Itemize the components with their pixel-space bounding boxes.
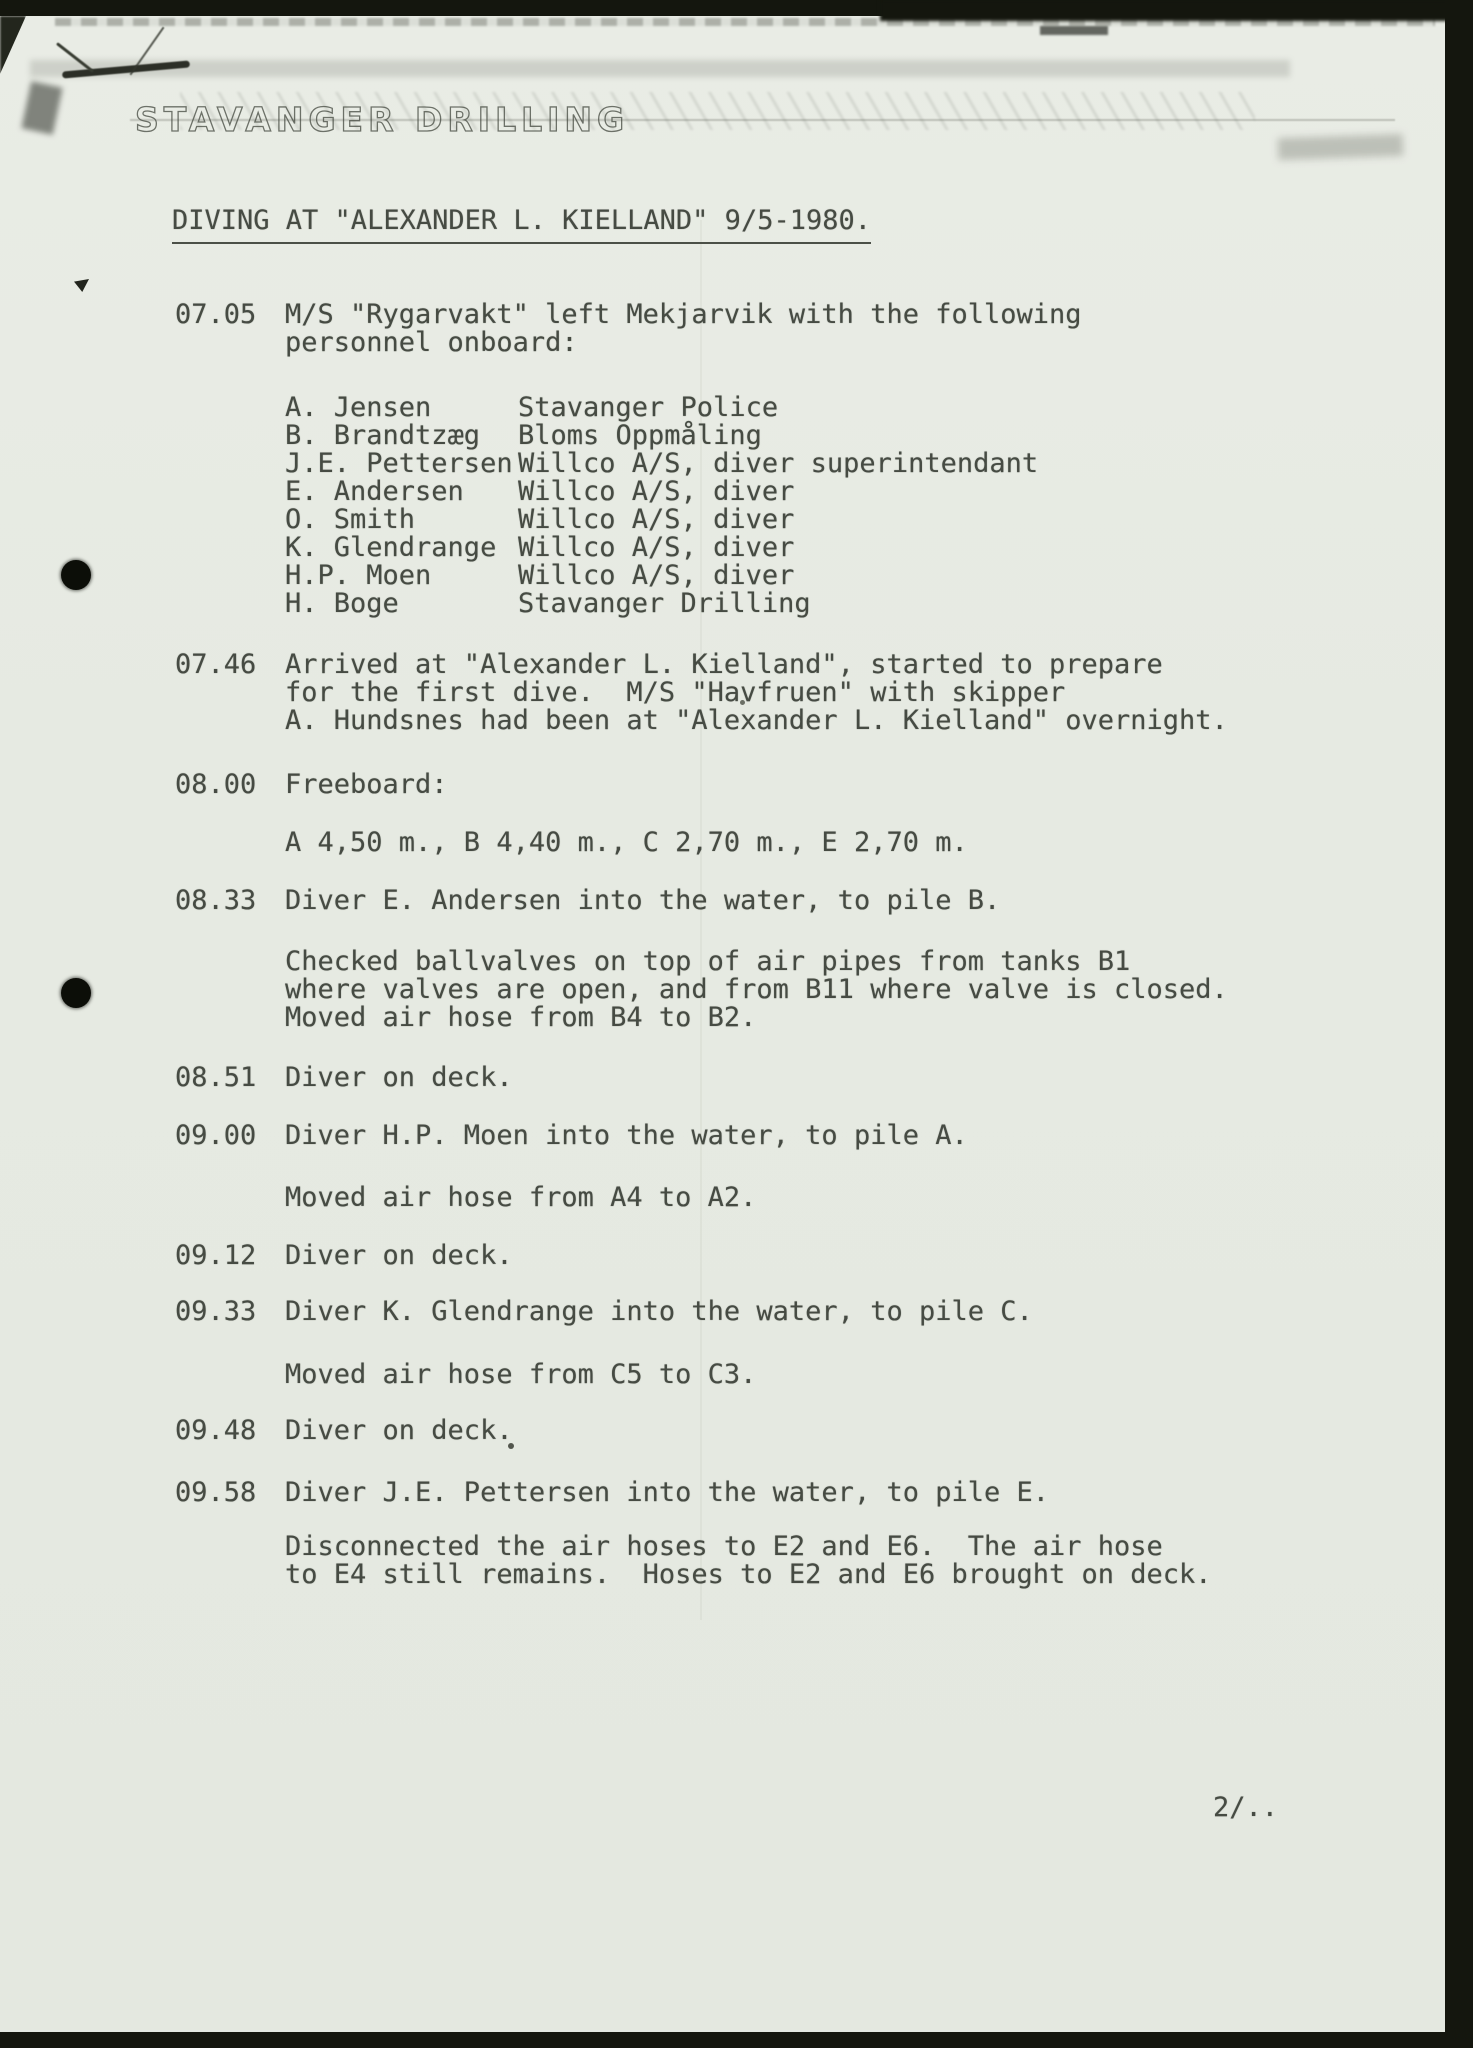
entry-line: Diver on deck. <box>285 1240 513 1271</box>
page-title: DIVING AT "ALEXANDER L. KIELLAND" 9/5-1980. <box>172 206 871 244</box>
personnel-name: A. Jensen <box>285 392 432 423</box>
entry-line: A 4,50 m., B 4,40 m., C 2,70 m., E 2,70 m. <box>285 827 968 858</box>
entry-line: Diver on deck. <box>285 1062 513 1093</box>
entry-line: Moved air hose from A4 to A2. <box>285 1182 757 1213</box>
entry-time: 09.48 <box>175 1415 257 1446</box>
entry-time: 08.51 <box>175 1062 257 1093</box>
entry-line: Diver H.P. Moen into the water, to pile A. <box>285 1120 968 1151</box>
entry-line: Diver E. Andersen into the water, to pile B. <box>285 885 1001 916</box>
letterhead-logo: STAVANGER DRILLING <box>135 100 630 139</box>
entry-time: 07.05 <box>175 299 257 330</box>
entry-time: 09.12 <box>175 1240 257 1271</box>
personnel-org: Stavanger Police <box>518 392 779 423</box>
entry-line: Checked ballvalves on top of air pipes from tanks B1 <box>285 946 1131 977</box>
scan-border <box>880 0 1473 21</box>
entry-time: 07.46 <box>175 649 257 680</box>
entry-line: Diver K. Glendrange into the water, to pile C. <box>285 1296 1033 1327</box>
entry-line: Diver on deck. <box>285 1415 513 1446</box>
entry-line: Disconnected the air hoses to E2 and E6. The air hose <box>285 1531 1163 1562</box>
personnel-name: B. Brandtzæg <box>285 420 481 451</box>
personnel-org: Willco A/S, diver <box>518 476 795 507</box>
entry-line: A. Hundsnes had been at "Alexander L. Kielland" overnight. <box>285 705 1228 736</box>
entry-line: M/S "Rygarvakt" left Mekjarvik with the following <box>285 299 1082 330</box>
personnel-org: Willco A/S, diver <box>518 504 795 535</box>
entry-time: 08.00 <box>175 769 257 800</box>
personnel-name: K. Glendrange <box>285 532 497 563</box>
entry-line: Diver J.E. Pettersen into the water, to pile E. <box>285 1477 1050 1508</box>
scan-border <box>1445 0 1473 2048</box>
personnel-org: Willco A/S, diver <box>518 560 795 591</box>
entry-line: Freeboard: <box>285 769 448 800</box>
personnel-org: Willco A/S, diver <box>518 532 795 563</box>
entry-line: for the first dive. M/S "Havfruen" with skipper <box>285 677 1066 708</box>
personnel-org: Willco A/S, diver superintendant <box>518 448 1039 479</box>
scan-smudge <box>1040 26 1108 35</box>
personnel-name: E. Andersen <box>285 476 464 507</box>
entry-line: Moved air hose from C5 to C3. <box>285 1359 757 1390</box>
punch-hole <box>61 978 91 1008</box>
personnel-name: H.P. Moen <box>285 560 432 591</box>
personnel-name: H. Boge <box>285 588 399 619</box>
entry-time: 09.33 <box>175 1296 257 1327</box>
personnel-name: O. Smith <box>285 504 416 535</box>
entry-line: personnel onboard: <box>285 327 578 358</box>
personnel-org: Bloms Oppmåling <box>518 420 762 451</box>
personnel-name: J.E. Pettersen <box>285 448 513 479</box>
entry-time: 09.58 <box>175 1477 257 1508</box>
personnel-org: Stavanger Drilling <box>518 588 811 619</box>
entry-line: Moved air hose from B4 to B2. <box>285 1002 757 1033</box>
scan-smudge <box>30 60 1290 77</box>
entry-line: where valves are open, and from B11 where valve is closed. <box>285 974 1228 1005</box>
entry-line: to E4 still remains. Hoses to E2 and E6 brought on deck. <box>285 1559 1212 1590</box>
punch-hole <box>61 560 91 590</box>
entry-time: 09.00 <box>175 1120 257 1151</box>
entry-line: Arrived at "Alexander L. Kielland", started to prepare <box>285 649 1163 680</box>
scan-border <box>0 2032 1473 2048</box>
page-number: 2/.. <box>1213 1792 1279 1823</box>
entry-time: 08.33 <box>175 885 257 916</box>
scan-smudge <box>1278 134 1404 160</box>
